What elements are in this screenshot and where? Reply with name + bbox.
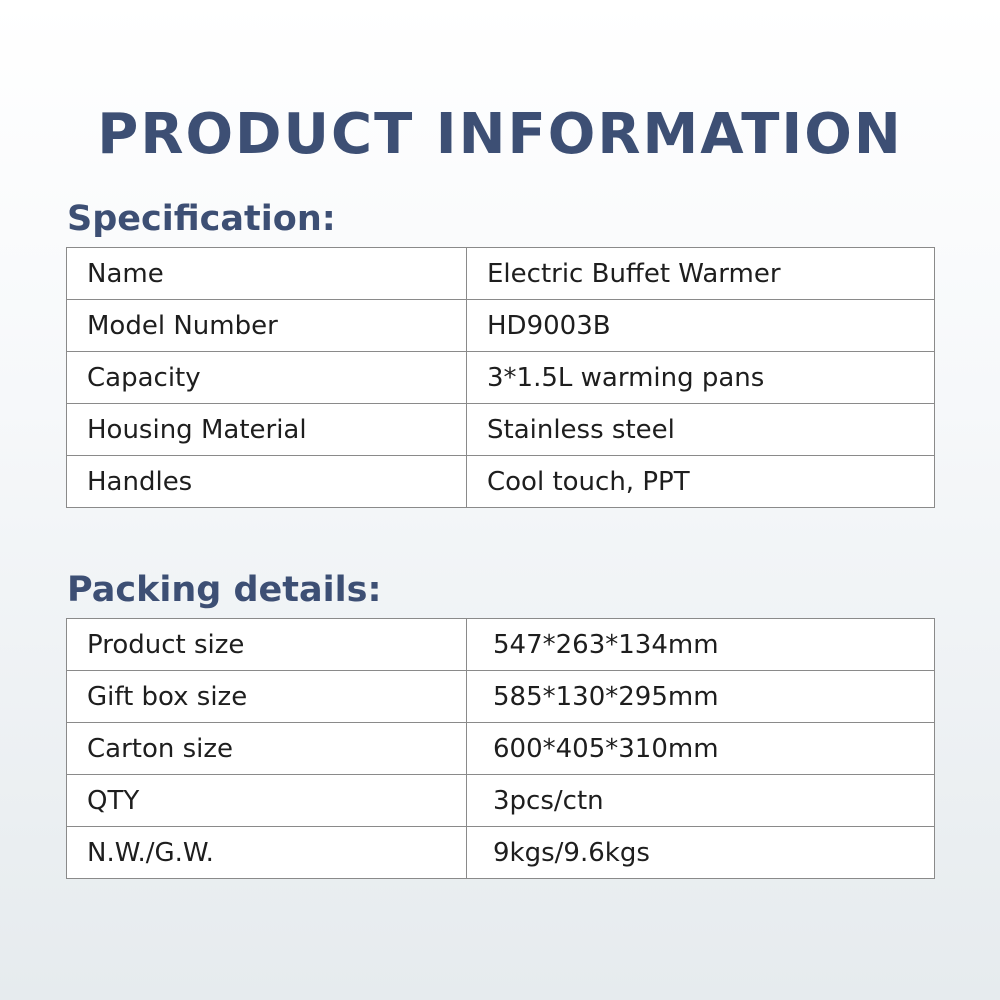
pack-label-gift-box-size: Gift box size <box>67 671 467 723</box>
table-row <box>67 671 935 723</box>
pack-label-carton-size: Carton size <box>67 723 467 775</box>
table-row <box>67 619 935 671</box>
pack-label-qty: QTY <box>67 775 467 827</box>
page-title: PRODUCT INFORMATION <box>97 102 903 167</box>
spec-value-capacity: 3*1.5L warming pans <box>467 352 935 404</box>
packing-details-heading: Packing details: <box>67 570 382 610</box>
pack-value-carton-size: 600*405*310mm <box>467 723 935 775</box>
spec-value-housing-material: Stainless steel <box>467 404 935 456</box>
table-row <box>67 723 935 775</box>
pack-value-product-size: 547*263*134mm <box>467 619 935 671</box>
pack-value-weight: 9kgs/9.6kgs <box>467 827 935 879</box>
table-row <box>67 827 935 879</box>
pack-label-product-size: Product size <box>67 619 467 671</box>
specification-table <box>66 247 935 508</box>
spec-label-capacity: Capacity <box>67 352 467 404</box>
table-row <box>67 775 935 827</box>
spec-value-handles: Cool touch, PPT <box>467 456 935 508</box>
pack-value-qty: 3pcs/ctn <box>467 775 935 827</box>
pack-label-weight: N.W./G.W. <box>67 827 467 879</box>
spec-label-handles: Handles <box>67 456 467 508</box>
table-row <box>67 248 935 300</box>
table-row <box>67 456 935 508</box>
packing-details-table <box>66 618 935 879</box>
spec-label-name: Name <box>67 248 467 300</box>
pack-value-gift-box-size: 585*130*295mm <box>467 671 935 723</box>
specification-heading: Specification: <box>67 199 336 239</box>
spec-value-name: Electric Buffet Warmer <box>467 248 935 300</box>
spec-label-model-number: Model Number <box>67 300 467 352</box>
table-row <box>67 300 935 352</box>
table-row <box>67 352 935 404</box>
spec-value-model-number: HD9003B <box>467 300 935 352</box>
table-row <box>67 404 935 456</box>
spec-label-housing-material: Housing Material <box>67 404 467 456</box>
